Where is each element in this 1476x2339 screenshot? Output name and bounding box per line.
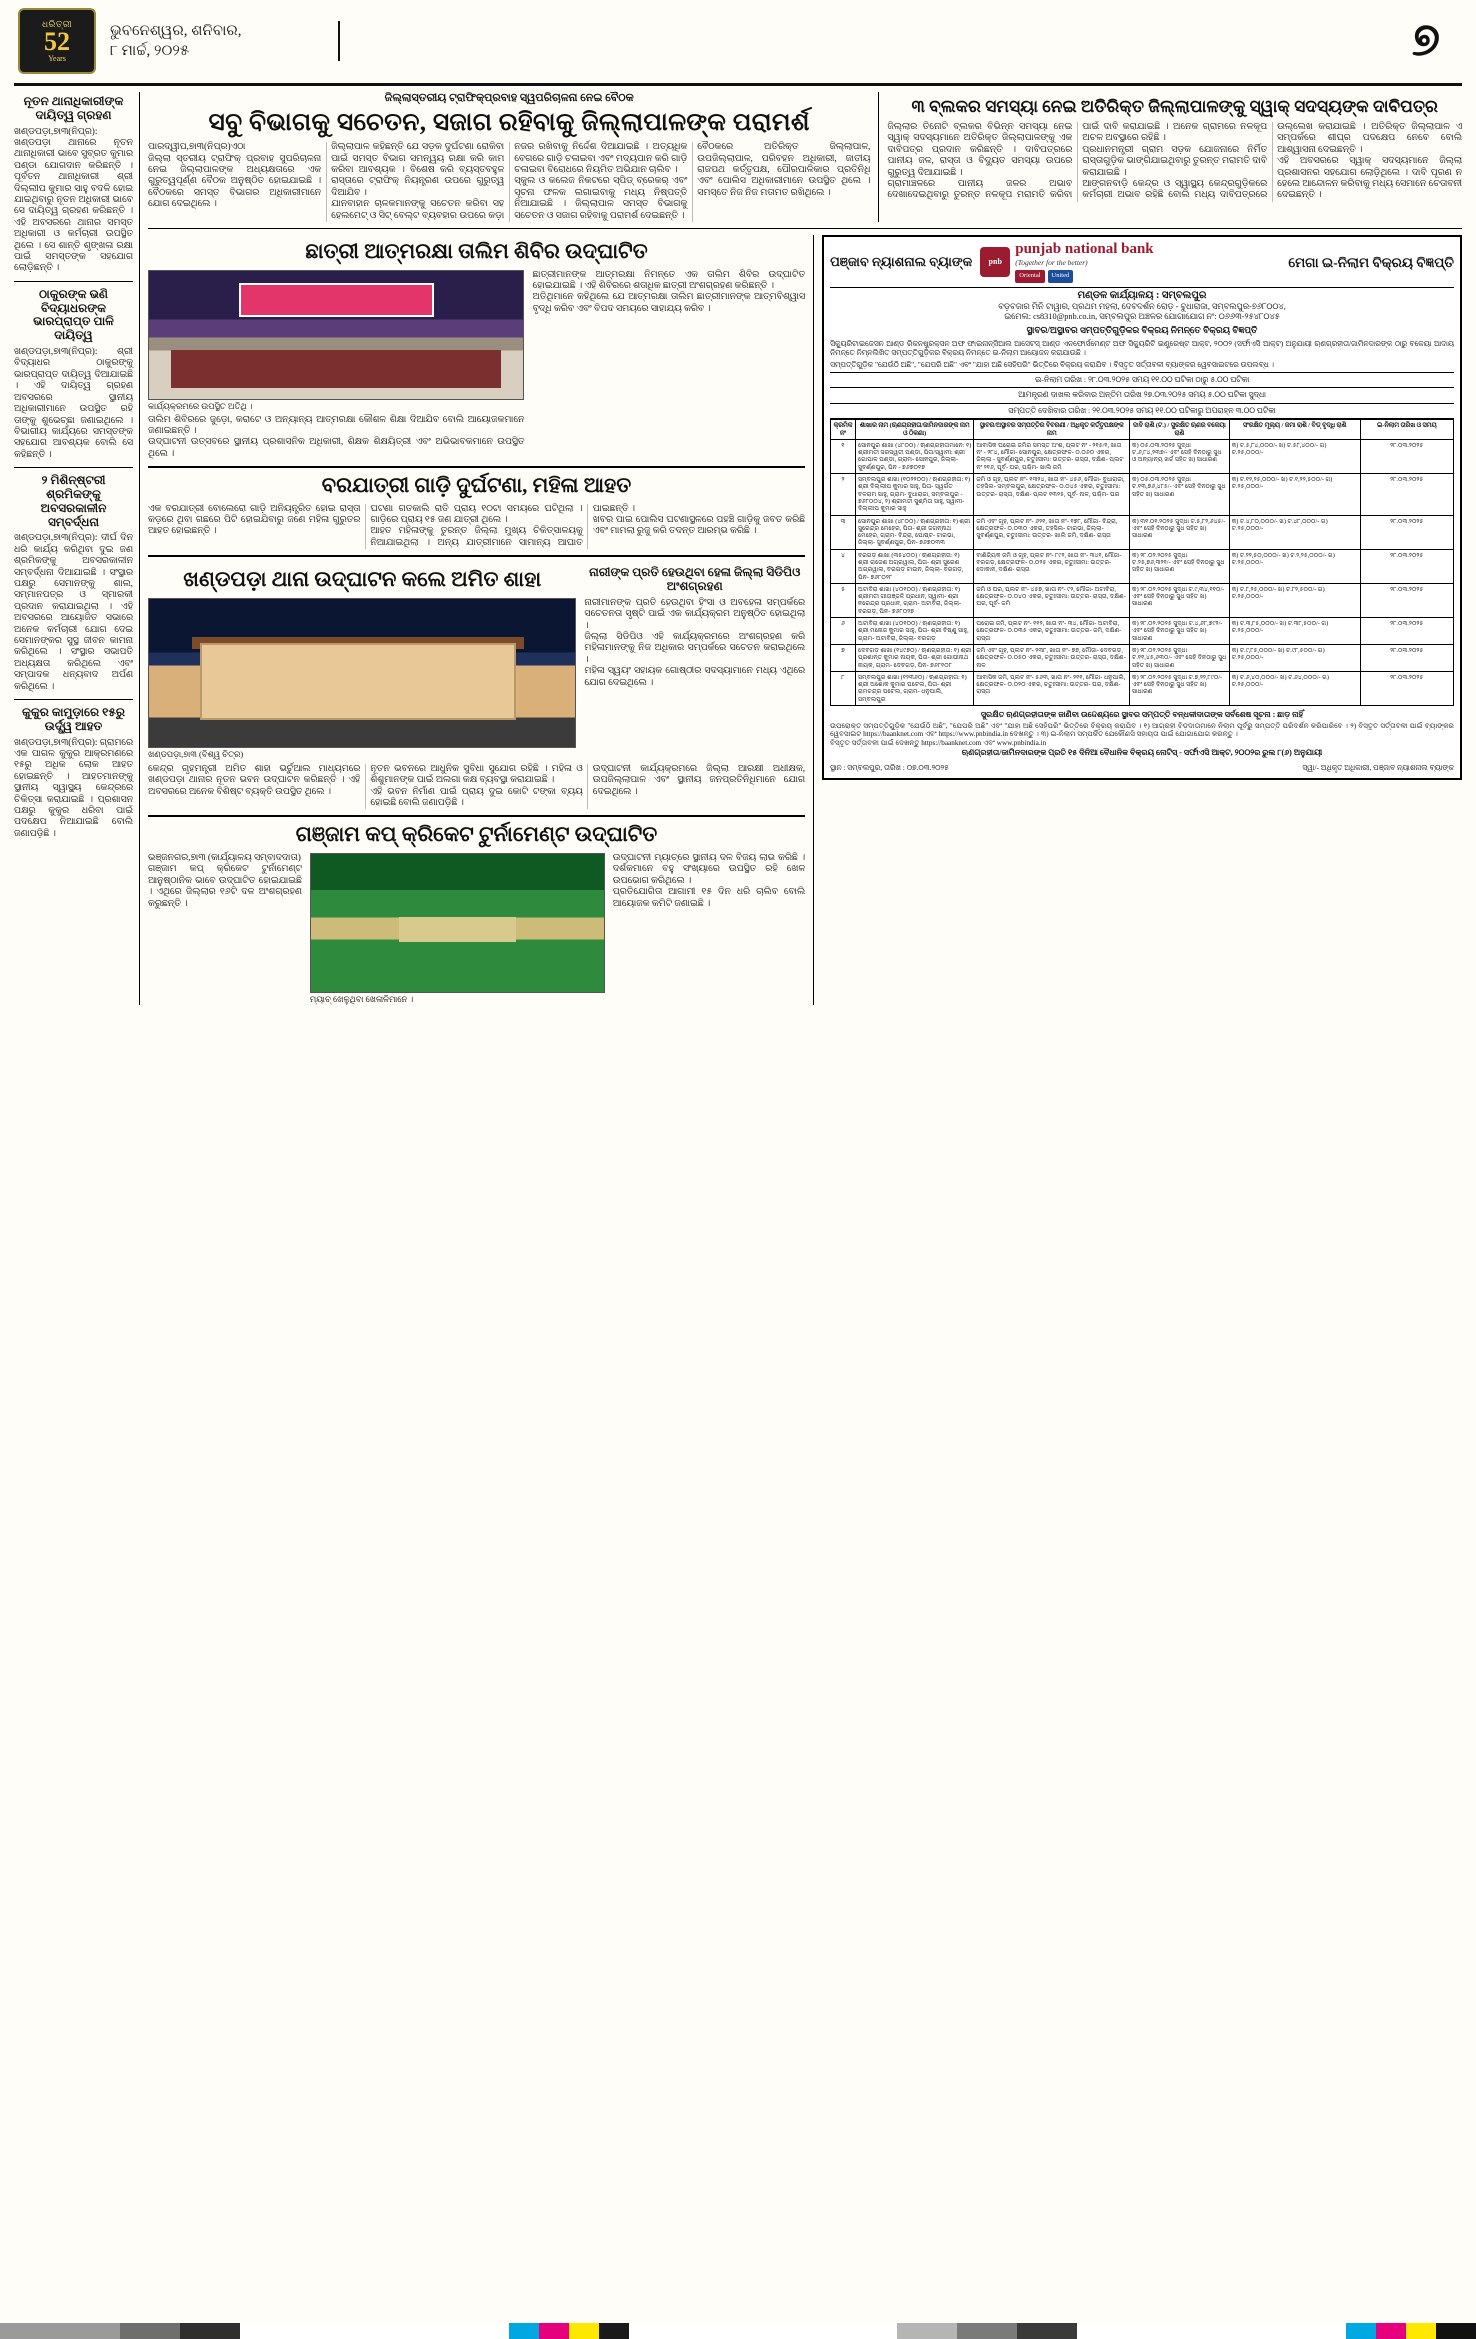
table-row (831, 671, 1454, 705)
ad-bank-name-english: punjab national bank (1015, 240, 1154, 257)
right-story-headline: ୩ ବ୍ଲକର ସମସ୍ୟା ନେଇ ଅତିରିକ୍ତ ଜିଲ୍ଲାପାଳଙ୍କୁ ସ୍ୱାକ୍ ସଦସ୍ୟଙ୍କ ଦାବିପତ୍ର (911, 97, 1438, 116)
ad-footer (830, 706, 1454, 773)
cell-dues: କ) ୨୮.୦୨.୨୦୨୫ ସୁଦ୍ଧା ଟ.୯,୩୪,୧୧୦/- ଏବଂ ସେହି ଦିନଠାରୁ ସୁଧ ସହିତ ଖ) ସାଧାରଣ (1130, 583, 1230, 617)
masthead-dateline (110, 21, 340, 61)
cell-dues: କ) ୨୮.୦୨.୨୦୨୫ ସୁଦ୍ଧା ଟ.୧୧,୪୫,୬୩୦/- ଏବଂ ସେହି ଦିନଠାରୁ ସୁଧ ସହିତ ଖ) ସାଧାରଣ (1130, 644, 1230, 671)
police-side-headline: ନାରୀଙ୍କ ପ୍ରତି ହେଉଥିବା ହେଳା ଜିଲ୍ଲା ସିଡିପିଓ ଅଂଶଗ୍ରହଣ (589, 565, 801, 594)
lead-story-para: ଯାନବାହାନ ଚାଳକମାନଙ୍କୁ ସଚେତନ କରିବା ସହ ହେଲମେଟ୍ ଓ ସିଟ୍ ବେଲ୍ଟ ବ୍ୟବହାର ଉପରେ କଡ଼ା ନଜର ରଖିବାକୁ ନିର୍ଦ୍ଦେଶ ଦିଆଯାଇଛି । ଅତ୍ୟଧିକ ବେଗରେ ଗାଡ଼ି ଚଳାଇବା ଏବଂ ମଦ୍ୟପାନ କରି ଗାଡ଼ି ଚଳାଇବା ବିରୋଧରେ ନିୟମିତ ଅଭିଯାନ ଚାଲିବ । (331, 142, 688, 221)
training-para: ଛାତ୍ରୀମାନଙ୍କ ଆତ୍ମରକ୍ଷା ନିମନ୍ତେ ଏକ ତାଲିମ ଶିବିର ଉଦ୍‌ଘାଟିତ ହୋଇଯାଇଛି । ଏହି ଶିବିରରେ ଶତାଧିକ ଛାତ୍ରୀ ଅଂଶଗ୍ରହଣ କରିଛନ୍ତି । (532, 269, 806, 291)
ad-subtitle: ସ୍ଥାବର/ଅସ୍ଥାବର ସମ୍ପତ୍ତିଗୁଡ଼ିକର ବିକ୍ରୟ ନିମନ୍ତେ ବିକ୍ରୟ ବିଜ୍ଞପ୍ତି (1026, 325, 1258, 336)
police-para: ଏହି ଭବନ ନିର୍ମାଣ ପାଇଁ ପ୍ରାୟ ଦୁଇ କୋଟି ଟଙ୍କା ବ୍ୟୟ ହୋଇଛି ବୋଲି ଜଣାପଡ଼ିଛି । (370, 786, 583, 808)
cell-auction-date: ୨୮.୦୩.୨୦୨୫ (1360, 583, 1453, 617)
ad-sign-authorised-officer: ସ୍ୱା/- ଅଧିକୃତ ଅଧିକାରୀ, ପଞ୍ଜାବ ନ୍ୟାଶନାଲ ବ୍ୟାଙ୍କ (1302, 763, 1454, 772)
cell-property: ଆବାସିକ ଜମି, ପ୍ଲଟ ନଂ- ୫୬୩, ଖାତା ନଂ- ୨୧୧, ମୌଜା- ଧନୁପାଲି, କ୍ଷେତ୍ରଫଳ- ୦.୦୨୦ ଏକର, ଚତୁଃସୀମା: ଉତ୍ତର- ଘର, ଦକ୍ଷିଣ- ରାସ୍ତା (974, 671, 1130, 705)
ad-footer-note: ସୁରକ୍ଷିତ ଋଣଗ୍ରହୀତାଙ୍କ ଜାଣିବା ଉଦ୍ଦେଶ୍ୟରେ ସ୍ଥାବର ସମ୍ପତ୍ତି ବନ୍ଧକୀଦାତାଙ୍କ ସର୍ବଶେଷ ସୂଚନା : ଛାଡ଼ ନାହିଁ (980, 710, 1304, 720)
auction-table (830, 419, 1454, 706)
cricket-para: ଉଦ୍‌ଘାଟନୀ ମ୍ୟାଚ୍‌ରେ ସ୍ଥାନୀୟ ଦଳ ବିଜୟ ଲାଭ କରିଛି । ଦର୍ଶକମାନେ ବହୁ ସଂଖ୍ୟାରେ ଉପସ୍ଥିତ ରହି ଖେଳ ଉପଭୋଗ କରିଥିଲେ । (612, 852, 806, 886)
training-headline: ଛାତ୍ରୀ ଆତ୍ମରକ୍ଷା ତାଲିମ ଶିବିର ଉଦ୍‌ଘାଟିତ (305, 238, 648, 263)
cell-sl: ୨ (831, 474, 856, 515)
ad-auction-datetime: ଇ-ନିଲାମ ତାରିଖ : ୨୮.୦୩.୨୦୨୫ ସମୟ ୧୧.୦୦ ଘଟିକା ଠାରୁ ୫.୦୦ ଘଟିକା (1034, 374, 1250, 384)
cell-branch: ବରଗଡ଼ ଶାଖା (୩୫୪୦୦) / ଋଣଗ୍ରହୀତା: ୧) ଶ୍ରୀ ରାଜେଶ ଅଗ୍ରୱାଲ, ପିତା- ଶ୍ରୀ ସୁରେଶ ଅଗ୍ରୱାଲ, ବରଗଡ଼ ଟାଉନ, ଜିଲ୍ଲା- ବରଗଡ଼, ପିନ- ୭୬୮୦୨୮ (855, 549, 973, 583)
ad-paragraph-2: ସମ୍ପତ୍ତିଗୁଡ଼ିକ "ଯେଉଁଠି ଅଛି", "ଯେପରି ଅଛି" ଏବଂ "ଯାହା ଅଛି ସେହିପରି" ଭିତ୍ତିରେ ବିକ୍ରୟ କରାଯିବ । ବିସ୍ତୃତ ସର୍ତ୍ତାବଳୀ ବ୍ୟାଙ୍କର ୱେବସାଇଟରେ ଉପଲବ୍ଧ । (830, 359, 1274, 369)
left-body-4: ଖଣ୍ଡପଡ଼ା,୭ା୩(ନିପ୍ର): ଗ୍ରାମରେ ଏକ ପାଗଳ କୁକୁର ଆକ୍ରମଣରେ ୧୫ରୁ ଅଧିକ ଲୋକ ଆହତ ହୋଇଛନ୍ତି । ଆହତମାନଙ୍କୁ ସ୍ଥାନୀୟ ସ୍ୱାସ୍ଥ୍ୟ କେନ୍ଦ୍ରରେ ଚିକିତ୍ସା କରାଯାଇଛି । ପ୍ରଶାସନ ପକ୍ଷରୁ କୁକୁର ଧରିବା ପାଇଁ ପଦକ୍ଷେପ ନିଆଯାଇଛି ବୋଲି ଜଣାପଡ଼ିଛି । (14, 737, 133, 839)
table-row (831, 549, 1454, 583)
cricket-dateline: ଭଞ୍ଜନଗର,୭ା୩ (କାର୍ଯ୍ୟାଳୟ ସମ୍ବାଦଦାତା) (148, 852, 301, 863)
cell-property: ବାଣିଜ୍ୟିକ ଜମି ଓ ଗୃହ, ପ୍ଲଟ ନଂ- ୮୯୨, ଖାତା ନଂ- ୩୪୧, ମୌଜା- ବରଗଡ଼, କ୍ଷେତ୍ରଫଳ- ୦.୦୨୫ ଏକର, ଚତୁଃସୀମା: ଉତ୍ତର- ଦୋକାନ, ଦକ୍ଷିଣ- ରାସ୍ତା (974, 549, 1130, 583)
cricket-photo (310, 853, 605, 993)
cell-sl: ୪ (831, 549, 856, 583)
cell-dues: କ) ୦୫.୦୩.୨୦୨୫ ସୁଦ୍ଧା ଟ.୬,୮୪,୨୩୭/- ଏବଂ ସେହି ଦିନଠାରୁ ସୁଧ ଓ ଅନ୍ୟାନ୍ୟ ଖର୍ଚ୍ଚ ସହିତ ଖ) ସାଧାରଣ (1130, 439, 1230, 473)
ad-schedule (830, 372, 1454, 420)
cell-property: ଜମି ଓ ଗୃହ, ପ୍ଲଟ ନଂ- ୧୩୨୪, ଖାତା ନଂ- ୪୫୬, ମୌଜା- ବୁଧାରାଜା, ତହସିଲ- ସମ୍ବଲପୁର, କ୍ଷେତ୍ରଫଳ- ୦.୦୪୫ ଏକର, ଚତୁଃସୀମା: ଉତ୍ତର- ରାସ୍ତା, ଦକ୍ଷିଣ- ପ୍ଲଟ ୧୩୨୫, ପୂର୍ବ- ନାଳ, ପଶ୍ଚିମ- ଘର (974, 474, 1130, 515)
table-row (831, 618, 1454, 645)
right-story-para: ଏହି ଅବସରରେ ସ୍ୱାକ୍ ସଦସ୍ୟମାନେ ଜିଲ୍ଲା ପ୍ରଶାସନର ସହଯୋଗ ଲୋଡ଼ିଥିଲେ । ଦାବି ପୂରଣ ନ ହେଲେ ଆନ୍ଦୋଳନ କରିବାକୁ ମଧ୍ୟ ସେମାନେ ଚେତାବନୀ ଦେଇଛନ୍ତି । (1277, 156, 1462, 201)
cricket-para: ଗଞ୍ଜାମ କପ୍ କ୍ରିକେଟ ଟୁର୍ନାମେଣ୍ଟ ଆନୁଷ୍ଠାନିକ ଭାବେ ଉଦ୍‌ଘାଟିତ ହୋଇଯାଇଛି । ଏଥିରେ ଜିଲ୍ଲାର ୧୬ଟି ଦଳ ଅଂଶଗ୍ରହଣ କରୁଛନ୍ତି । (148, 864, 302, 909)
table-row (831, 439, 1454, 473)
ad-chip-united: United (1048, 270, 1074, 283)
cell-reserve: କ) ଟ.୨୨,୫୦,୦୦୦/- ଖ) ଟ.୨,୨୫,୦୦୦/- ଗ) ଟ.୨୫,୦୦୦/- (1229, 549, 1360, 583)
cell-property: ଜମି ଓ ଘର, ପ୍ଲଟ ନଂ- ୪୫୭, ଖାତା ନଂ- ୯୨, ମୌଜା- ଅଟାବିରା, କ୍ଷେତ୍ରଫଳ- ୦.୦୪୦ ଏକର, ଚତୁଃସୀମା: ଉତ୍ତର- ରାସ୍ତା, ଦକ୍ଷିଣ- ଘର, ପୂର୍ବ- ଜମି (974, 583, 1130, 617)
ad-office-label: ମଣ୍ଡଳ କାର୍ଯ୍ୟାଳୟ : ସମ୍ବଲପୁର (1077, 289, 1207, 301)
cell-dues: କ) ୨୮.୦୨.୨୦୨୫ ସୁଦ୍ଧା ଟ.୪,୬୮,୭୯୨/- ଏବଂ ସେହି ଦିନଠାରୁ ସୁଧ ସହିତ ଖ) ସାଧାରଣ (1130, 618, 1230, 645)
cell-sl: ୭ (831, 644, 856, 671)
logo-anniversary-number: 52 (44, 26, 70, 56)
th-auction-date: ଇ-ନିଲାମ ତାରିଖ ଓ ସମୟ (1360, 420, 1453, 440)
left-body-3: ଖଣ୍ଡପଡ଼ା,୭ା୩(ନିପ୍ର): ଦୀର୍ଘ ଦିନ ଧରି କାର୍ଯ୍ୟ କରିଥିବା ଦୁଇ ଜଣ ଶ୍ରମିକଙ୍କୁ ଅବସରକାଳୀନ ସମ୍ବର୍ଦ୍ଧନା ଦିଆଯାଇଛି । ସଂସ୍ଥାର ପକ୍ଷରୁ ସେମାନଙ୍କୁ ଶାଲ, ସମ୍ମାନପତ୍ର ଓ ସ୍ମାରକୀ ପ୍ରଦାନ କରାଯାଇଥିଲା । ଏହି ଅବସରରେ ଆୟୋଜିତ ସଭାରେ ଅନେକ କର୍ମଚାରୀ ଯୋଗ ଦେଇ ସେମାନଙ୍କର ସୁସ୍ଥ ଜୀବନ କାମନା କରିଥିଲେ । ସଂସ୍ଥାର ସଭାପତି ଅଧ୍ୟକ୍ଷତା କରିଥିଲେ ଏବଂ ସମ୍ପାଦକ ଧନ୍ୟବାଦ ଅର୍ପଣ କରିଥିଲେ । (14, 533, 133, 692)
training-para: ଅତିଥିମାନେ କହିଥିଲେ ଯେ ଆତ୍ମରକ୍ଷା ତାଲିମ ଛାତ୍ରୀମାନଙ୍କ ଆତ୍ମବିଶ୍ୱାସ ବୃଦ୍ଧି କରିବ ଏବଂ ବିପଦ ସମୟରେ ସାହାଯ୍ୟ କରିବ । (532, 292, 806, 314)
right-story-para: ପ୍ରଧାନମନ୍ତ୍ରୀ ଗ୍ରାମ ସଡ଼କ ଯୋଜନାରେ ନିର୍ମିତ ରାସ୍ତାଗୁଡ଼ିକ ଭାଙ୍ଗିଯାଇଥିବାରୁ ତୁରନ୍ତ ମରାମତି ଦାବି କରାଯାଇଛି । (1082, 144, 1268, 178)
table-row (831, 515, 1454, 549)
cell-dues: କ) ୦୫.୦୩.୨୦୨୫ ସୁଦ୍ଧା ଟ.୧୩,୭୬,୪୮୫/- ଏବଂ ସେହି ଦିନଠାରୁ ସୁଧ ସହିତ ଖ) ସାଧାରଣ (1130, 474, 1230, 515)
left-headline-1: ନୂତନ ଥାନାଧିକାରୀଙ୍କ ଦାୟିତ୍ୱ ଗ୍ରହଣ (23, 94, 124, 122)
masthead-date-text: ୮ ମାର୍ଚ୍ଚ, ୨୦୨୫ (110, 42, 190, 59)
police-side-para: ନାରୀମାନଙ୍କ ପ୍ରତି ହେଉଥିବା ହିଂସା ଓ ଅବହେଳା ସମ୍ପର୍କରେ ସଚେତନତା ସୃଷ୍ଟି ପାଇଁ ଏକ କାର୍ଯ୍ୟକ୍ରମ ଅନୁଷ୍ଠିତ ହୋଇଥିଲା । (584, 597, 806, 631)
ad-paragraph-1: ସିକ୍ୟୁରିଟାଇଜେସନ ଆଣ୍ଡ ରିକନଷ୍ଟ୍ରକ୍ସନ ଅଫ ଫାଇନାନ୍ସିଆଲ ଆସେଟସ୍ ଆଣ୍ଡ ଏନଫୋର୍ସମେଣ୍ଟ ଅଫ ସିକ୍ୟୁରିଟି ଇଣ୍ଟ୍ରେଷ୍ଟ ଆକ୍ଟ, ୨୦୦୨ (ସର୍ଫାଏସି ଆକ୍ଟ) ଅନୁଯାୟୀ ଋଣଗ୍ରହୀତା/ଜାମିନଦାରଙ୍କ ଠାରୁ ବକେୟା ଆଦାୟ ନିମନ୍ତେ ନିମ୍ନଲିଖିତ ସମ୍ପତ୍ତିଗୁଡ଼ିକର ବିକ୍ରୟ ନିମନ୍ତେ ଇ-ନିଲାମ ଆୟୋଜନ କରାଯାଉଛି । (830, 338, 1454, 357)
ad-statutory-notice: ଋଣଗ୍ରହୀତା/ଜାମିନଦାରଙ୍କ ପ୍ରତି ୧୫ ଦିନିଆ ବୈଧାନିକ ବିକ୍ରୟ ନୋଟିସ୍ - ସର୍ଫାଏସି ଆକ୍ଟ, ୨୦୦୨ର ରୁଲ ୮(୬) ଅନୁଯାୟୀ (961, 748, 1323, 758)
police-para: ଉଦ୍‌ଘାଟନୀ କାର୍ଯ୍ୟକ୍ରମରେ ଜିଲ୍ଲା ଆରକ୍ଷୀ ଅଧୀକ୍ଷକ, ଉପଜିଲ୍ଲାପାଳ ଏବଂ ସ୍ଥାନୀୟ ଜନପ୍ରତିନିଧିମାନେ ଯୋଗ ଦେଇଥିଲେ । (592, 763, 806, 797)
right-story-para: ଜିଲ୍ଲାର ତିନୋଟି ବ୍ଲକର ବିଭିନ୍ନ ସମସ୍ୟା ନେଇ ସ୍ୱାକ୍ ସଦସ୍ୟମାନେ ଅତିରିକ୍ତ ଜିଲ୍ଲାପାଳଙ୍କୁ ଏକ ଦାବିପତ୍ର ପ୍ରଦାନ କରିଛନ୍ତି । ଦାବିପତ୍ରରେ ପାନୀୟ ଜଳ, ରାସ୍ତା ଓ ବିଦ୍ୟୁତ ସମସ୍ୟା ଉପରେ ଗୁରୁତ୍ୱ ଦିଆଯାଇଛି । (887, 122, 1073, 178)
pnb-auction-advertisement (822, 235, 1462, 780)
lead-story-headline: ସବୁ ବିଭାଗକୁ ସଚେତନ, ସଜାଗ ରହିବାକୁ ଜିଲ୍ଲାପାଳଙ୍କ ପରାମର୍ଶ (208, 108, 810, 136)
th-branch: ଶାଖାର ନାମ (ଋଣଗ୍ରହୀତା/ଜାମିନଦାରଙ୍କ ନାମ ଓ ଠିକଣା) (855, 420, 973, 440)
cell-auction-date: ୨୮.୦୩.୨୦୨୫ (1360, 439, 1453, 473)
left-headline-3: ୨ ମିଶିନ୍‌ଷ୍ଟରୀ ଶ୍ରମିକଙ୍କୁ ଅବସରକାଳୀନ ସମ୍ବର୍ଦ୍ଧନା (40, 473, 107, 529)
story-training (148, 240, 805, 460)
police-side-para: ମହିଳା ସ୍ୱୟଂ ସହାୟକ ଗୋଷ୍ଠୀର ସଦସ୍ୟାମାନେ ମଧ୍ୟ ଏଥିରେ ଯୋଗ ଦେଇଥିଲେ । (584, 666, 806, 688)
logo-years-label: Years (48, 53, 66, 63)
ad-title: ମେଗା ଇ-ନିଲାମ ବିକ୍ରୟ ବିଜ୍ଞପ୍ତି (1288, 254, 1454, 270)
training-para: ଉଦ୍‌ଘାଟନୀ ଉତ୍ସବରେ ସ୍ଥାନୀୟ ପ୍ରଶାସନିକ ଅଧିକାରୀ, ଶିକ୍ଷକ ଶିକ୍ଷୟିତ୍ରୀ ଏବଂ ଅଭିଭାବକମାନେ ଉପସ୍ଥିତ ଥିଲେ । (148, 437, 525, 459)
right-story-para: ଆଙ୍ଗନବାଡ଼ି କେନ୍ଦ୍ର ଓ ସ୍ୱାସ୍ଥ୍ୟ କେନ୍ଦ୍ରଗୁଡ଼ିକରେ କର୍ମଚାରୀ ଅଭାବ ରହିଛି ବୋଲି ମଧ୍ୟ ଦାବିପତ୍ରରେ ଉଲ୍ଲେଖ କରାଯାଇଛି । ଅତିରିକ୍ତ ଜିଲ୍ଲାପାଳ ଏ ସମ୍ପର୍କରେ ଶୀଘ୍ର ପଦକ୍ଷେପ ନେବେ ବୋଲି ଆଶ୍ୱାସନା ଦେଇଛନ୍ତି । (1082, 122, 1462, 201)
accident-para: ଏକ ବରଯାତ୍ରୀ ବୋଲେରୋ ଗାଡ଼ି ଅନିୟନ୍ତ୍ରିତ ହୋଇ ରାସ୍ତା କଡ଼ରେ ଥିବା ଗଛରେ ପିଟି ହୋଇଯିବାରୁ ଜଣେ ମହିଳା ଗୁରୁତର ଆହତ ହୋଇଛନ୍ତି । (148, 503, 361, 537)
lead-story-dateline: ପାରଦ୍ୱୀପ,୭ା୩(ନିପ୍ର)ଏଠା (148, 142, 246, 153)
table-row (831, 644, 1454, 671)
story-accident (148, 474, 805, 549)
ad-sign-place-date: ସ୍ଥାନ : ସମ୍ବଲପୁର, ତାରିଖ : ୦୭.୦୩.୨୦୨୫ (830, 763, 949, 772)
cricket-headline: ଗଞ୍ଜାମ କପ୍ କ୍ରିକେଟ ଟୁର୍ନାମେଣ୍ଟ ଉଦ୍‌ଘାଟିତ (295, 822, 658, 847)
cell-property: ଆବାସିକ ଘରୋଇ ଜମିର ସମସ୍ତ ଅଂଶ, ପ୍ଲଟ ନଂ - ୨୧୫/୧, ଖାତା ନଂ - ୨୮୪, ମୌଜା- ସୋନପୁର, କ୍ଷେତ୍ରଫଳ- ୦.୦୬୦ ଏକର, ଜିଲ୍ଲା - ସୁବର୍ଣ୍ଣପୁର, ଚତୁଃସୀମା: ଉତ୍ତର- ରାସ୍ତା, ଦକ୍ଷିଣ- ପ୍ଲଟ ନଂ ୨୧୬, ପୂର୍ବ- ଘର, ପଶ୍ଚିମ- ଖାଲି ଜମି (974, 439, 1130, 473)
masthead (14, 0, 1462, 86)
masthead-place-text: ଭୁବନେଶ୍ୱର, ଶନିବାର, (110, 22, 242, 39)
accident-para: ଆହତ ମହିଳାଙ୍କୁ ତୁରନ୍ତ ଜିଲ୍ଲା ମୁଖ୍ୟ ଚିକିତ୍ସାଳୟକୁ ନିଆଯାଇଥିଲା । ଅନ୍ୟ ଯାତ୍ରୀମାନେ ସାମାନ୍ୟ ଆଘାତ ପାଇଛନ୍ତି । (370, 503, 635, 548)
th-property: ସ୍ଥାବର/ଅସ୍ଥାବର ସମ୍ପତ୍ତିର ବିବରଣୀ / ଅଧିକୃତ କର୍ତ୍ତୃପକ୍ଷଙ୍କ ନାମ (974, 420, 1130, 440)
cell-auction-date: ୨୮.୦୩.୨୦୨୫ (1360, 644, 1453, 671)
table-row (831, 474, 1454, 515)
th-dues: ଦାବି ରାଶି (ଟ.) / ସୁରକ୍ଷିତ ଋଣର ବକେୟା ରାଶି (1130, 420, 1230, 440)
police-station-photo (148, 598, 576, 748)
cell-reserve: କ) ଟ.୫,୮୪,୦୦୦/- ଖ) ଟ.୫୮,୪୦୦/- ଗ) ଟ.୨୫,୦୦୦/- (1229, 439, 1360, 473)
left-body-1: ଖଣ୍ଡପଡ଼ା,୭ା୩(ନିପ୍ର): ଖଣ୍ଡପଡ଼ା ଥାନାରେ ନୂତନ ଥାନାଧିକାରୀ ଭାବେ ସୁବ୍ରତ କୁମାର ପଣ୍ଡା ଯୋଗଦାନ କରିଛନ୍ତି । ପୂର୍ବତନ ଥାନାଧିକାରୀ ଶ୍ରୀ ଦିଲ୍ଲୀପ କୁମାର ସାହୁ ବଦଳି ହୋଇ ଯାଇଥିବାରୁ ନୂତନ ଅଧିକାରୀ ଭାବେ ସେ ଦାୟିତ୍ୱ ଗ୍ରହଣ କରିଛନ୍ତି । ଏହି ଅବସରରେ ଥାନାର ସମସ୍ତ ଅଧିକାରୀ ଓ କର୍ମଚାରୀ ଉପସ୍ଥିତ ଥିଲେ । ସେ ଶାନ୍ତି ଶୃଙ୍ଖଳା ରକ୍ଷା ପାଇଁ ସମସ୍ତଙ୍କ ସହଯୋଗ ଲୋଡ଼ିଛନ୍ତି । (14, 126, 133, 274)
lead-story (148, 92, 879, 222)
cell-dues: କ) ୨୮.୦୨.୨୦୨୫ ସୁଦ୍ଧା ଟ.୭,୨୨,୮୯୦/- ଏବଂ ସେହି ଦିନଠାରୁ ସୁଧ ସହିତ ଖ) ସାଧାରଣ (1130, 671, 1230, 705)
training-para: ତାଲିମ ଶିବିରରେ ଜୁଡ଼ୋ, କରାଟେ ଓ ଅନ୍ୟାନ୍ୟ ଆତ୍ମରକ୍ଷା କୌଶଳ ଶିକ୍ଷା ଦିଆଯିବ ବୋଲି ଆୟୋଜକମାନେ ଜଣାଇଛନ୍ତି । (148, 414, 525, 436)
cell-sl: ୫ (831, 583, 856, 617)
cell-reserve: କ) ଟ.୬,୪୦,୦୦୦/- ଖ) ଟ.୬୪,୦୦୦/- ଗ) ଟ.୨୫,୦୦୦/- (1229, 671, 1360, 705)
cell-branch: ସୋନପୁର ଶାଖା (୪୮୦୦) / ଋଣଗ୍ରହୀତାମାନେ: ୧) ଶ୍ରୀମତୀ ସରସ୍ୱତୀ ପଣ୍ଡା, ପିତା/ସ୍ୱାମୀ: ଶ୍ରୀ ଗୋପାଳ ପଣ୍ଡା, ଗ୍ରାମ- ସୋନପୁର, ଜିଲ୍ଲା- ସୁବର୍ଣ୍ଣପୁର, ପିନ - ୭୬୭୦୧୭ (855, 439, 973, 473)
police-side-para: ଜିଲ୍ଲା ସିଡିପିଓ ଏହି କାର୍ଯ୍ୟକ୍ରମରେ ଅଂଶଗ୍ରହଣ କରି ମହିଳାମାନଙ୍କୁ ନିଜ ଅଧିକାର ସମ୍ପର୍କରେ ସଚେତନ କରାଇଥିଲେ । (584, 632, 806, 665)
cell-branch: ଦେବଗଡ଼ ଶାଖା (୧୪୯୭୦) / ଋଣଗ୍ରହୀତା: ୧) ଶ୍ରୀ ପ୍ରଶାନ୍ତ କୁମାର ନାୟକ, ପିତା- ଶ୍ରୀ ଗୋପୀନାଥ ନାୟକ, ଗ୍ରାମ- ଦେବଗଡ଼, ପିନ- ୭୬୮୧୦୮ (855, 644, 973, 671)
cell-reserve: କ) ଟ.୮,୨୫,୦୦୦/- ଖ) ଟ.୮୨,୫୦୦/- ଗ) ଟ.୨୫,୦୦୦/- (1229, 583, 1360, 617)
cell-property: ଜମି ଏବଂ ଗୃହ, ପ୍ଲଟ ନଂ- ୬୨୧, ଖାତା ନଂ- ୧୭୮, ମୌଜା- ବିନ୍ଦ୍ରା, କ୍ଷେତ୍ରଫଳ- ୦.୦୩୦ ଏକର, ତହସିଲ- ଟାରଭା, ଜିଲ୍ଲା- ସୁବର୍ଣ୍ଣପୁର, ଚତୁଃସୀମା: ଉତ୍ତର- ଖାଲି ଜମି, ଦକ୍ଷିଣ- ରାସ୍ତା (974, 515, 1130, 549)
training-photo (148, 270, 524, 400)
cell-branch: ସମ୍ବଲପୁର ଶାଖା (୧୨୩୬୦) / ଋଣଗ୍ରହୀତା: ୧) ଶ୍ରୀ ଅଶୋକ କୁମାର ପଟେଲ, ପିତା- ଶ୍ରୀ ରାମଚନ୍ଦ୍ର ପଟେଲ, ଗ୍ରାମ- ଧନୁପାଲି, ସମ୍ବଲପୁର (855, 671, 973, 705)
lead-story-kicker: ଜିଲ୍ଲାସ୍ତରୀୟ ଟ୍ରାଫିକ୍‌ପ୍ରବାହ ସ୍ୱପରିଚାଳନା ନେଇ ବୈଠକ (384, 92, 634, 104)
publication-logo (18, 8, 96, 74)
logo-top-text: ଧରିତ୍ରୀ (41, 18, 73, 29)
table-row (831, 583, 1454, 617)
left-body-2: ଖଣ୍ଡପଡ଼ା,୭ା୩(ନିପ୍ର): ଶ୍ରୀ ବିଦ୍ୟାଧର ଠାକୁରଙ୍କୁ ଭାରପ୍ରାପ୍ତ ଦାୟିତ୍ୱ ଦିଆଯାଇଛି । ଏହି ଦାୟିତ୍ୱ ଗ୍ରହଣ ଅବସରରେ ସ୍ଥାନୀୟ ଅଧିକାରୀମାନେ ଉପସ୍ଥିତ ରହି ତାଙ୍କୁ ଶୁଭେଚ୍ଛା ଜଣାଇଥିଲେ । ବିଭାଗୀୟ କାର୍ଯ୍ୟରେ ସମସ୍ତଙ୍କ ସହଯୋଗ ଆବଶ୍ୟକ ବୋଲି ସେ କହିଛନ୍ତି । (14, 347, 133, 460)
cricket-photo-caption: ମ୍ୟାଚ୍ ଖେଳୁଥିବା ଖେଳାଳିମାନେ । (309, 994, 414, 1004)
cell-auction-date: ୨୮.୦୩.୨୦୨୫ (1360, 474, 1453, 515)
cell-auction-date: ୨୮.୦୩.୨୦୨୫ (1360, 618, 1453, 645)
accident-para: ଖବର ପାଇ ପୋଲିସ ଘଟଣାସ୍ଥଳରେ ପହଞ୍ଚି ଗାଡ଼ିକୁ ଜବତ କରିଛି ଏବଂ ମାମଲା ରୁଜୁ କରି ତଦନ୍ତ ଆରମ୍ଭ କରିଛି । (592, 515, 806, 537)
cell-auction-date: ୨୮.୦୩.୨୦୨୫ (1360, 515, 1453, 549)
police-para: ନୂତନ ଭବନରେ ଆଧୁନିକ ସୁବିଧା ସୁଯୋଗ ରହିଛି । ମହିଳା ଓ ଶିଶୁମାନଙ୍କ ପାଇଁ ଅଲଗା କକ୍ଷ ବ୍ୟବସ୍ଥା କରାଯାଇଛି । (370, 763, 583, 786)
lead-story-para: ସ୍କୁଲ ଓ କଲେଜ ନିକଟରେ ସ୍ପିଡ୍ ବ୍ରେକର୍ ଏବଂ ସୂଚନା ଫଳକ ଲଗାଇବାକୁ ମଧ୍ୟ ନିଷ୍ପତ୍ତି ନିଆଯାଇଛି । ଜିଲ୍ଲାପାଳ ସମସ୍ତ ବିଭାଗକୁ ସଚେତନ ଓ ସଜାଗ ରହିବାକୁ ପରାମର୍ଶ ଦେଇଛନ୍ତି । (514, 176, 688, 221)
cell-sl: ୮ (831, 671, 856, 705)
cell-dues: କ) ୨୮.୦୨.୨୦୨୫ ସୁଦ୍ଧା ଟ.୨୫,୭୬,୩୨୧/- ଏବଂ ସେହି ଦିନଠାରୁ ସୁଧ ସହିତ ଖ) ସାଧାରଣ (1130, 549, 1230, 583)
cell-sl: ୧ (831, 439, 856, 473)
story-cricket (148, 823, 805, 1005)
ad-header (830, 242, 1454, 288)
cell-branch: ଅଟାବିରା ଶାଖା (୪୦୧୦୦) / ଋଣଗ୍ରହୀତା: ୧) ଶ୍ରୀ ମନୋଜ କୁମାର ସାହୁ, ପିତା- ଶ୍ରୀ ବିଷ୍ଣୁ ସାହୁ, ଗ୍ରାମ- ଅଟାବିରା, ଜିଲ୍ଲା- ବରଗଡ଼ (855, 618, 973, 645)
ad-address: ବଡ଼ବଜାର ମିନି ଟାୱାର, ପ୍ରଥମ ମହଲା, ଦେବଦର୍ଶନ ରୋଡ଼ - ବୁଧାରାଜା, ସମ୍ବଲପୁର-୭୬୮୦୦୪, (998, 302, 1286, 312)
cell-dues: କ) ୩୧.୦୧.୨୦୨୫ ସୁଦ୍ଧା ଟ.୫,୮୨,୬୪୫/- ଏବଂ ସେହି ଦିନଠାରୁ ସୁଧ ସହିତ ଖ) ସାଧାରଣ (1130, 515, 1230, 549)
cell-sl: ୩ (831, 515, 856, 549)
pnb-logo (980, 242, 1153, 283)
ad-bank-tagline: (Together for the better) (1015, 257, 1088, 267)
color-registration-bar (0, 2323, 1476, 2339)
cell-sl: ୬ (831, 618, 856, 645)
cricket-para: ପ୍ରତିଯୋଗିତା ଆଗାମୀ ୧୫ ଦିନ ଧରି ଚାଲିବ ବୋଲି ଆୟୋଜକ କମିଟି ଜଣାଇଛି । (612, 887, 806, 909)
accident-headline: ବରଯାତ୍ରୀ ଗାଡ଼ି ଦୁର୍ଘଟଣା, ମହିଳା ଆହତ (321, 473, 632, 498)
ad-email: ଇମେଲ: cs8310@pnb.co.in, ସମ୍ବଲପୁର ଅଞ୍ଚଳର ଯୋଗାଯୋଗ ନଂ: ୦୬୬୩-୨୫୪୮୦୪୫ (1004, 312, 1280, 322)
story-police-station (148, 563, 805, 809)
cell-reserve: କ) ଟ.୯,୮୫,୦୦୦/- ଖ) ଟ.୯୮,୫୦୦/- ଗ) ଟ.୨୫,୦୦୦/- (1229, 644, 1360, 671)
ad-inspection-datetime: ସମ୍ପତ୍ତି ଦେଖିବାର ତାରିଖ : ୨୧.୦୩.୨୦୨୫ ସମୟ ୧୧.୦୦ ଘଟିକାରୁ ଅପରାହ୍ନ ୩.୦୦ ଘଟିକା (830, 403, 1454, 419)
cell-auction-date: ୨୮.୦୩.୨୦୨୫ (1360, 549, 1453, 583)
right-story (887, 92, 1462, 222)
ad-footer-paragraph: ଉପରୋକ୍ତ ସମ୍ପତ୍ତିଗୁଡ଼ିକ "ଯେଉଁଠି ଅଛି", "ଯେପରି ଅଛି" ଏବଂ "ଯାହା ଅଛି ସେହିପରି" ଭିତ୍ତିରେ ବିକ୍ରୟ କରାଯିବ । ୧) ଆଗ୍ରହୀ ବିଡ଼ଦାତାମାନେ ନିଲାମ ପୂର୍ବରୁ ସମ୍ପତ୍ତି ପରିଦର୍ଶନ କରିପାରିବେ । ୨) ବିସ୍ତୃତ ସର୍ତ୍ତାବଳୀ ପାଇଁ ବ୍ୟାଙ୍କର ୱେବସାଇଟ https://baanknet.com ଏବଂ https://www.pnbindia.in ଦେଖନ୍ତୁ । ୩) ଇ-ନିଲାମ ସମ୍ପର୍କିତ ଯେକୌଣସି ସହାୟତା ପାଇଁ ଯୋଗାଯୋଗ କରନ୍ତୁ । (830, 721, 1454, 739)
training-photo-caption: କାର୍ଯ୍ୟକ୍ରମରେ ଉପସ୍ଥିତ ଅତିଥି । (148, 401, 253, 411)
ad-bid-deadline: ଆମନ୍ତ୍ରଣ ଦାଖଲ କରିବାର ଅନ୍ତିମ ତାରିଖ ୨୭.୦୩.୨୦୨୫ ସମୟ ୫.୦୦ ଘଟିକା ସୁଦ୍ଧା (830, 387, 1454, 403)
th-sl: କ୍ରମିକ ନଂ (831, 420, 856, 440)
cell-auction-date: ୨୮.୦୩.୨୦୨୫ (1360, 671, 1453, 705)
page-number: ୭ (1411, 14, 1440, 65)
cell-reserve: କ) ଟ.୩,୮୫,୦୦୦/- ଖ) ଟ.୩୮,୫୦୦/- ଗ) ଟ.୨୫,୦୦୦/- (1229, 618, 1360, 645)
cell-branch: ଅଟାବିରା ଶାଖା (୪୦୧୦୦) / ଋଣଗ୍ରହୀତା: ୧) ଶ୍ରୀମତୀ ଗୀତାଞ୍ଜଳି ପ୍ରଧାନ, ସ୍ୱାମୀ- ଶ୍ରୀ ନରେନ୍ଦ୍ର ପ୍ରଧାନ, ଗ୍ରାମ- ଅଟାବିରା, ଜିଲ୍ଲା- ବରଗଡ଼, ପିନ- ୭୬୮୦୨୭ (855, 583, 973, 617)
police-para: କେନ୍ଦ୍ର ଗୃହମନ୍ତ୍ରୀ ଅମିତ ଶାହା ଭର୍ଚୁଆଲ ମାଧ୍ୟମରେ ଖଣ୍ଡପଡ଼ା ଥାନାର ନୂତନ ଭବନ ଉଦ୍‌ଘାଟନ କରିଛନ୍ତି । ଏହି ଅବସରରେ ଅନେକ ବିଶିଷ୍ଟ ବ୍ୟକ୍ତି ଉପସ୍ଥିତ ଥିଲେ । (148, 763, 361, 797)
left-news-column (14, 92, 140, 1005)
right-story-para: ଗ୍ରାମାଞ୍ଚଳରେ ପାନୀୟ ଜଳର ଅଭାବ ଦେଖାଦେଇଥିବାରୁ ତୁରନ୍ତ ନଳକୂପ ମରାମତି କରିବା ପାଇଁ ଦାବି କରାଯାଇଛି । ଅନେକ ଗ୍ରାମରେ ନଳକୂପ ଅଚଳ ଅବସ୍ଥାରେ ରହିଛି । (887, 122, 1268, 201)
pnb-mark-icon: pnb (980, 247, 1010, 277)
ad-bank-name-odia: ପଞ୍ଜାବ ନ୍ୟାଶନାଲ ବ୍ୟାଙ୍କ (830, 254, 973, 270)
lead-story-para: ଜିଲ୍ଲାପାଳ କହିଛନ୍ତି ଯେ ସଡ଼କ ଦୁର୍ଘଟଣା ରୋକିବା ପାଇଁ ସମସ୍ତ ବିଭାଗ ସମନ୍ୱୟ ରକ୍ଷା କରି କାମ କରିବା ଆବଶ୍ୟକ । ବିଶେଷ କରି ବ୍ୟସ୍ତବହୁଳ ରାସ୍ତାରେ ଟ୍ରାଫିକ୍ ନିୟନ୍ତ୍ରଣ ଉପରେ ଗୁରୁତ୍ୱ ଦିଆଯିବ । (331, 142, 505, 198)
cell-reserve: କ) ଟ.୪,୮୦,୦୦୦/- ଖ) ଟ.୪୮,୦୦୦/- ଗ) ଟ.୨୫,୦୦୦/- (1229, 515, 1360, 549)
lead-story-para: ଜିଲ୍ଲା ସ୍ତରୀୟ ଟ୍ରାଫିକ୍ ପ୍ରବାହ ସୁପରିଚାଳନା ନେଇ ଜିଲ୍ଲାପାଳଙ୍କ ଅଧ୍ୟକ୍ଷତାରେ ଏକ ଗୁରୁତ୍ୱପୂର୍ଣ୍ଣ ବୈଠକ ଅନୁଷ୍ଠିତ ହୋଇଯାଇଛି । ବୈଠକରେ ସମସ୍ତ ବିଭାଗର ଅଧିକାରୀମାନେ ଯୋଗ ଦେଇଥିଲେ । (148, 153, 322, 210)
ad-chip-oriental: Oriental (1015, 270, 1044, 283)
police-photo-caption: ଖଣ୍ଡପଡ଼ା,୭ା୩ (ବିଶ୍ୱ ଚିତ୍ର) (148, 749, 244, 759)
cell-branch: ସୋନପୁର ଶାଖା (୪୮୦୦) / ଋଣଗ୍ରହୀତା: ୧) ଶ୍ରୀ ସୁରେନ୍ଦ୍ର ମେହେର, ପିତା- ଶ୍ରୀ ଜଗନ୍ନାଥ ମେହେର, ଗ୍ରାମ- ବିନ୍ଦ୍ରା, ପୋଷ୍ଟ- ଟାରଭା, ଜିଲ୍ଲା- ସୁବର୍ଣ୍ଣପୁର, ପିନ- ୭୬୭୦୩୩ (855, 515, 973, 549)
ad-footer-link[interactable]: ବିସ୍ତୃତ ସର୍ତ୍ତାବଳୀ ପାଇଁ ଦେଖନ୍ତୁ https://baanknet.com ଏବଂ www.pnbindia.in (830, 738, 1047, 747)
table-header-row (831, 420, 1454, 440)
th-reserve: ସଂରକ୍ଷିତ ମୂଲ୍ୟ / ଜମା ରାଶି / ବିଡ୍ ବୃଦ୍ଧି ରାଶି (1229, 420, 1360, 440)
cell-property: ଜମି ଏବଂ ଗୃହ, ପ୍ଲଟ ନଂ- ୨୩୮, ଖାତା ନଂ- ୭୭, ମୌଜା- ଦେବଗଡ଼, କ୍ଷେତ୍ରଫଳ- ୦.୦୫୦ ଏକର, ଚତୁଃସୀମା: ଉତ୍ତର- ରାସ୍ତା, ଦକ୍ଷିଣ- ନାଳ (974, 644, 1130, 671)
police-headline: ଖଣ୍ଡପଡ଼ା ଥାନା ଉଦ୍‌ଘାଟନ କଲେ ଅମିତ ଶାହା (183, 567, 542, 592)
lead-story-para: ବୈଠକରେ ଅତିରିକ୍ତ ଜିଲ୍ଲାପାଳ, ଉପଜିଲ୍ଲାପାଳ, ପରିବହନ ଅଧିକାରୀ, ଜାତୀୟ ରାଜପଥ କର୍ତ୍ତୃପକ୍ଷ, ପୌରପାଳିକାର ପ୍ରତିନିଧି ଏବଂ ପୋଲିସ ଅଧିକାରୀମାନେ ଉପସ୍ଥିତ ଥିଲେ । ସମସ୍ତେ ନିଜ ନିଜ ମତାମତ ରଖିଥିଲେ । (697, 142, 871, 198)
accident-para: ଘଟଣା ଗତକାଲି ରାତି ପ୍ରାୟ ୧୦ଟା ସମୟରେ ଘଟିଥିଲା । ଗାଡ଼ିରେ ପ୍ରାୟ ୧୫ ଜଣ ଯାତ୍ରୀ ଥିଲେ । (370, 503, 583, 526)
left-headline-4: କୁକୁର କାମୁଡ଼ାରେ ୧୫ରୁ ଉର୍ଦ୍ଧ୍ୱ ଆହତ (22, 705, 125, 733)
cell-branch: ସମ୍ବଲପୁର ଶାଖା (୧୦୨୨୦୦) / ଋଣଗ୍ରହୀତା: ୧) ଶ୍ରୀ ଦିଲ୍ଲୀପ କୁମାର ସାହୁ, ପିତା- ସ୍ୱର୍ଗତ ବଳରାମ ସାହୁ, ଗ୍ରାମ- ବୁଧାରାଜା, ସମ୍ବଲପୁର - ୭୬୮୦୦୪, ୨) ଶ୍ରୀମତୀ ସୁଶ୍ମିତା ସାହୁ, ସ୍ୱାମୀ- ଦିଲ୍ଲୀପ କୁମାର ସାହୁ (855, 474, 973, 515)
cell-property: ଘରୋଇ ଜମି, ପ୍ଲଟ ନଂ- ୧୧୨, ଖାତା ନଂ- ୩୪, ମୌଜା- ଅଟାବିରା, କ୍ଷେତ୍ରଫଳ- ୦.୦୩୫ ଏକର, ଚତୁଃସୀମା: ଉତ୍ତର- ଜମି, ଦକ୍ଷିଣ- ରାସ୍ତା (974, 618, 1130, 645)
left-headline-2: ଠାକୁରଙ୍କ ଭଣି ବିଦ୍ୟାଧରଙ୍କ ଭାରପ୍ରାପ୍ତ ପାଳି ଦାୟିତ୍ୱ (33, 286, 114, 343)
cell-reserve: କ) ଟ.୧୨,୨୫,୦୦୦/- ଖ) ଟ.୧,୨୨,୫୦୦/- ଗ) ଟ.୨୫,୦୦୦/- (1229, 474, 1360, 515)
